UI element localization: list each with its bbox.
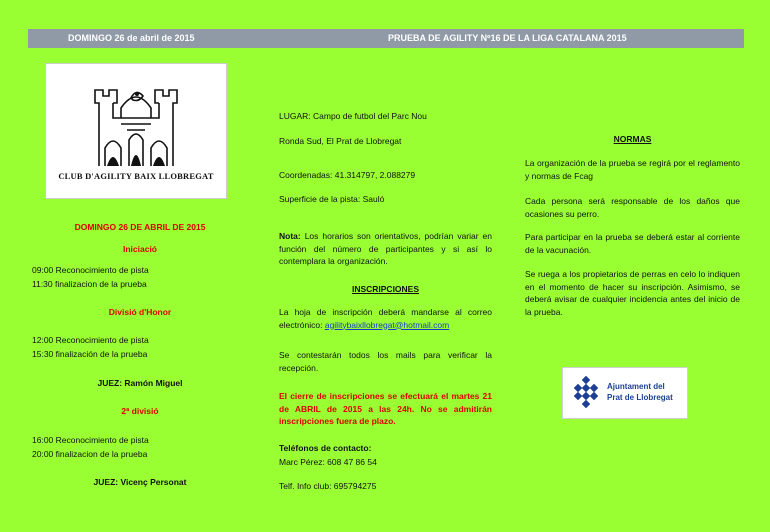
ajuntament-line2: Prat de Llobregat xyxy=(607,393,673,402)
surface: Superficie de la pista: Sauló xyxy=(279,194,385,204)
header-date: DOMINGO 26 de abril de 2015 xyxy=(68,33,195,43)
inscripciones-body: La hoja de inscripción deberá mandarse al correo electrónico: xyxy=(279,307,492,330)
norma-item: Cada persona será responsable de los daños que ocasiones su perro. xyxy=(525,196,740,219)
judge-honor: JUEZ: Ramón Miguel xyxy=(97,378,183,388)
inscripciones-text xyxy=(279,306,492,331)
schedule-item: 11:30 finalizacion de la prueba xyxy=(32,279,147,289)
section-title-iniciacio: Iniciació xyxy=(122,244,157,254)
phone-club: Telf. Info club: 695794275 xyxy=(279,481,377,491)
section-title-divisio-honor: Divisió d'Honor xyxy=(108,307,172,317)
inscripciones-title: INSCRIPCIONES xyxy=(351,284,420,294)
email-link[interactable]: agilitybaixllobregat@hotmail.com xyxy=(324,319,450,330)
phone-marc: Marc Pérez: 608 47 86 54 xyxy=(279,457,377,467)
schedule-item: 15:30 finalización de la prueba xyxy=(32,349,148,359)
schedule-date: DOMINGO 26 DE ABRIL DE 2015 xyxy=(74,222,206,232)
address: Ronda Sud, El Prat de Llobregat xyxy=(279,136,402,146)
lugar: LUGAR: Campo de futbol del Parc Nou xyxy=(279,111,427,121)
coordinates: Coordenadas: 41.314797, 2.088279 xyxy=(279,170,416,180)
norma-item: Se ruega a los propietarios de perras en celo lo indiquen en el momento de hacer su inscripción. Asimismo, se deberá avisar de cualquier incidencia antes del inicio de la prueba. xyxy=(525,269,740,317)
header-title: PRUEBA DE AGILITY Nº16 DE LA LIGA CATALANA 2015 xyxy=(388,33,627,43)
cierre-notice: El cierre de inscripciones se efectuará el martes 21 de ABRIL de 2015 a las 24h. No se admitirán inscripciones fuera de plazo. xyxy=(279,391,492,426)
header-bar xyxy=(28,29,744,48)
schedule-item: 20:00 finalizacion de la prueba xyxy=(32,449,148,459)
phones-title: Teléfonos de contacto: xyxy=(279,443,372,453)
club-logo xyxy=(45,63,227,199)
section-title-2a-divisio: 2ª divisió xyxy=(121,406,159,416)
ajuntament-line1: Ajuntament del xyxy=(607,382,665,391)
norma-item: La organización de la prueba se regirá por el reglamento y normas de Fcag xyxy=(525,158,740,181)
mails-text: Se contestarán todos los mails para verificar la recepción. xyxy=(279,350,492,373)
note-label: Nota: xyxy=(279,231,301,241)
judge-2a: JUEZ: Vicenç Personat xyxy=(93,477,187,487)
ajuntament-logo xyxy=(562,367,688,419)
note xyxy=(279,230,492,268)
club-name: CLUB D'AGILITY BAIX LLOBREGAT xyxy=(58,171,214,181)
schedule-item: 16:00 Reconocimiento de pista xyxy=(32,435,149,445)
normas-title: NORMAS xyxy=(613,134,652,144)
castle-logo-icon xyxy=(91,68,181,168)
note-text: Los horarios son orientativos, podrían variar en función del número de participantes y si así lo contemplara la organización. xyxy=(279,231,492,266)
ajuntament-crest-icon xyxy=(570,376,602,408)
norma-item: Para participar en la prueba se deberá estar al corriente de la vacunación. xyxy=(525,232,740,255)
schedule-item: 12:00 Reconocimiento de pista xyxy=(32,335,149,345)
schedule-item: 09:00 Reconocimiento de pista xyxy=(32,265,149,275)
